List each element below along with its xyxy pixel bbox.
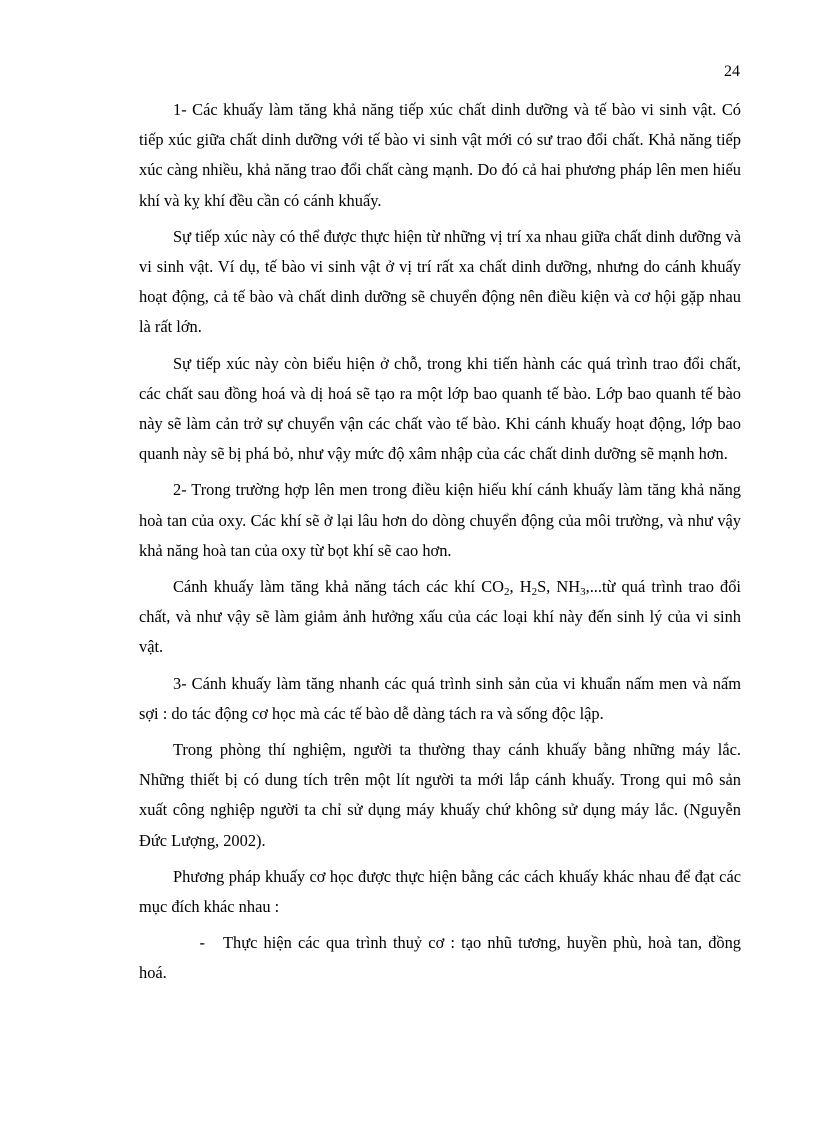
list-dash: - (199, 933, 205, 953)
paragraph-contact-distance: Sự tiếp xúc này có thể được thực hiện từ những vị trí xa nhau giữa chất dinh dưỡng và vi sinh vật. Ví dụ, tế bào vi sinh vật ở vị trí rất xa chất dinh dưỡng, nhưng do cánh khuấy hoạt động, cả tế bào và chất dinh dưỡng sẽ chuyển động nên điều kiện và cơ hội gặp nhau là rất lớn. (139, 226, 741, 337)
document-body (139, 95, 741, 995)
paragraph-reproduction: 3- Cánh khuấy làm tăng nhanh các quá trình sinh sản của vi khuẩn nấm men và nấm sợi : do tác động cơ học mà các tế bào dễ dàng tách ra và sống độc lập. (139, 673, 741, 723)
paragraph-mechanical-methods: Phương pháp khuấy cơ học được thực hiện bằng các cách khuấy khác nhau để đạt các mục đích khác nhau : (139, 866, 741, 917)
paragraph-stirring-contact: 1- Các khuấy làm tăng khả năng tiếp xúc chất dinh dưỡng và tế bào vi sinh vật. Có tiếp xúc giữa chất dinh dưỡng với tế bào vi sinh vật mới có sư trao đổi chất. Khả năng tiếp xúc càng nhiều, khả năng trao đổi chất càng mạnh. Do đó cả hai phương pháp lên men hiếu khí và kỵ khí đều cần có cánh khuấy. (139, 100, 741, 210)
gas-text-after: ,...từ quá trình trao đổi chất, và như vậy sẽ làm giảm ảnh hưởng xấu của các loại khí này đến sinh lý của vi sinh vật. (139, 577, 741, 657)
paragraph-contact-layer: Sự tiếp xúc này còn biểu hiện ở chỗ, trong khi tiến hành các quá trình trao đổi chất, các chất sau đồng hoá và dị hoá sẽ tạo ra một lớp bao quanh tế bào. Lớp bao quanh tế bào này sẽ làm cản trở sự chuyển vận các chất vào tế bào. Khi cánh khuấy hoạt động, lớp bao quanh này sẽ bị phá bỏ, như vậy mức độ xâm nhập của các chất dinh dưỡng sẽ mạnh hơn. (139, 353, 741, 464)
gas-text-mid-2: S, NH (537, 577, 581, 597)
list-item-text: Thực hiện các qua trình thuỷ cơ : tạo nhũ tương, huyền phù, hoà tan, đồng hoá. (139, 933, 741, 983)
paragraph-shakers: Trong phòng thí nghiệm, người ta thường thay cánh khuấy bằng những máy lắc. Những thiết bị có dung tích trên một lít người ta mới lắp cánh khuấy. Trong qui mô sản xuất công nghiệp người ta chỉ sử dụng máy khuấy chứ không sử dụng máy lắc. (Nguyễn Đức Lượng, 2002). (139, 740, 741, 850)
h2s-subscript: 2 (531, 586, 538, 599)
co2-subscript: 2 (503, 586, 510, 599)
gas-text-before: Cánh khuấy làm tăng khả năng tách các khí CO (173, 577, 504, 597)
page-number: 24 (724, 63, 740, 80)
gas-text-mid-1: , H (509, 577, 532, 597)
list-item (139, 928, 741, 988)
paragraph-gas-separation (139, 572, 741, 663)
nh3-subscript: 3 (580, 586, 586, 599)
paragraph-oxygen-solubility: 2- Trong trường hợp lên men trong điều kiện hiếu khí cánh khuấy làm tăng khả năng hoà tan của oxy. Các khí sẽ ở lại lâu hơn do dòng chuyển động của môi trường, và như vậy khả năng hoà tan của oxy từ bọt khí sẽ cao hơn. (139, 480, 741, 560)
